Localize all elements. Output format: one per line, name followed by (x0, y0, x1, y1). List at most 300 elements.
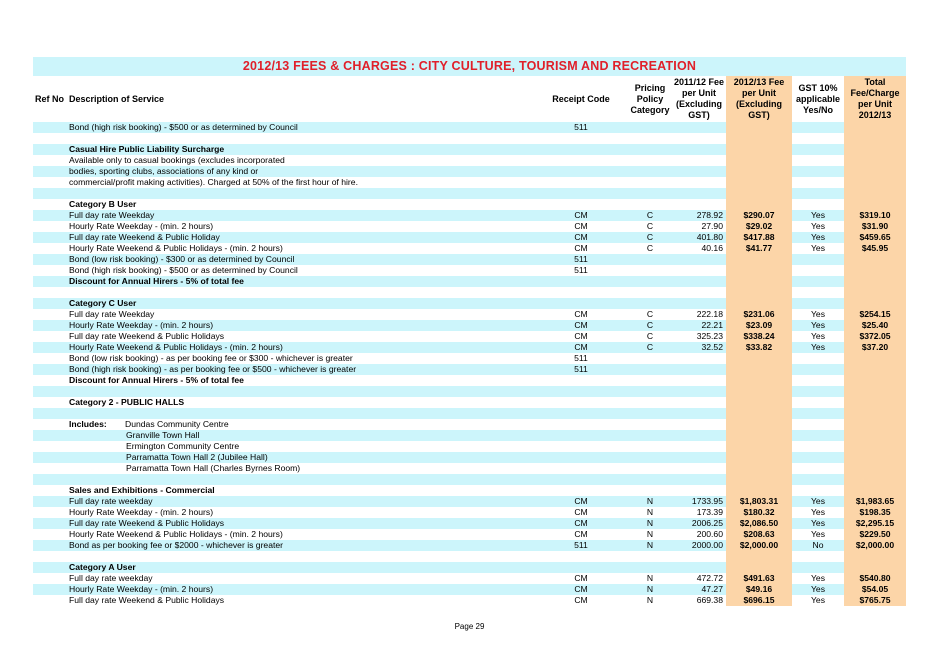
cell-total (844, 474, 906, 485)
cell-pricing-policy (628, 430, 672, 441)
cell-fee-2012-13 (726, 122, 792, 133)
cell-description: Category 2 - PUBLIC HALLS (69, 397, 185, 407)
cell-gst (792, 408, 844, 419)
cell-receipt-code: CM (534, 342, 628, 353)
header-description: Description of Service (69, 93, 165, 104)
cell-pricing-policy (628, 562, 672, 573)
cell-ref (33, 133, 67, 144)
cell-fee-2012-13: $2,086.50 (726, 518, 792, 529)
cell-ref (33, 441, 67, 452)
cell-fee-2012-13 (726, 397, 792, 408)
cell-total (844, 485, 906, 496)
cell-pricing-policy (628, 386, 672, 397)
cell-total: $319.10 (844, 210, 906, 221)
cell-fee-2011-12: 27.90 (701, 221, 723, 231)
cell-pricing-policy (628, 265, 672, 276)
cell-fee-2012-13 (726, 463, 792, 474)
cell-total (844, 386, 906, 397)
cell-description: commercial/profit making activities). Charged at 50% of the first hour of hire. (69, 177, 358, 187)
cell-pricing-policy (628, 408, 672, 419)
cell-fee-2012-13 (726, 177, 792, 188)
cell-ref (33, 386, 67, 397)
cell-pricing-policy (628, 452, 672, 463)
cell-fee-2011-12 (672, 474, 726, 485)
cell-receipt-code: 511 (534, 540, 628, 551)
cell-pricing-policy: N (646, 529, 654, 539)
cell-receipt-code: CM (574, 309, 588, 319)
cell-fee-2011-12: 47.27 (672, 584, 726, 595)
cell-receipt-code: CM (574, 243, 588, 253)
cell-total (844, 155, 906, 166)
cell-ref (33, 595, 67, 606)
cell-fee-2011-12: 325.23 (696, 331, 723, 341)
cell-description: Granville Town Hall (67, 430, 534, 441)
cell-fee-2011-12 (672, 199, 726, 210)
cell-fee-2012-13 (726, 287, 792, 298)
cell-fee-2011-12: 40.16 (701, 243, 723, 253)
cell-description: Parramatta Town Hall (Charles Byrnes Room) (126, 463, 301, 473)
cell-description: Bond as per booking fee or $2000 - whichever is greater (67, 540, 534, 551)
cell-fee-2011-12 (672, 452, 726, 463)
cell-fee-2011-12 (672, 375, 726, 386)
cell-pricing-policy (628, 254, 672, 265)
table-row (33, 463, 906, 474)
cell-ref (33, 419, 67, 430)
cell-receipt-code (534, 188, 628, 199)
cell-gst: Yes (810, 221, 826, 231)
cell-description (67, 419, 534, 430)
cell-pricing-policy (628, 474, 672, 485)
cell-pricing-policy: N (646, 595, 654, 605)
cell-pricing-policy: C (628, 210, 672, 221)
cell-pricing-policy (628, 276, 672, 287)
cell-fee-2012-13: $231.06 (726, 309, 792, 320)
cell-gst (792, 276, 844, 287)
cell-pricing-policy: C (628, 320, 672, 331)
cell-ref (33, 485, 67, 496)
cell-gst (792, 188, 844, 199)
table-row (33, 210, 906, 221)
cell-pricing-policy (628, 419, 672, 430)
cell-fee-2011-12 (672, 463, 726, 474)
cell-description (67, 188, 534, 199)
cell-fee-2012-13: $2,000.00 (726, 540, 792, 551)
cell-total (844, 276, 906, 287)
cell-description: Full day rate weekday (69, 573, 153, 583)
table-row (33, 452, 906, 463)
cell-gst (792, 551, 844, 562)
cell-total (844, 419, 906, 430)
cell-fee-2012-13: $33.82 (726, 342, 792, 353)
cell-fee-2011-12 (672, 298, 726, 309)
cell-ref (33, 287, 67, 298)
cell-description: Bond (low risk booking) - $300 or as determined by Council (67, 254, 534, 265)
cell-fee-2011-12 (672, 364, 726, 375)
header-pricing-policy: Pricing Policy Category (630, 82, 670, 115)
cell-description: Ermington Community Centre (126, 441, 240, 451)
cell-description (67, 408, 534, 419)
table-row (33, 144, 906, 155)
cell-total: $229.50 (844, 529, 906, 540)
cell-fee-2011-12 (672, 287, 726, 298)
table-row (33, 562, 906, 573)
cell-fee-2012-13 (726, 441, 792, 452)
cell-description: Bond (low risk booking) - as per booking fee or $300 - whichever is greater (69, 353, 353, 363)
cell-fee-2012-13 (726, 199, 792, 210)
cell-total (844, 177, 906, 188)
cell-fee-2012-13 (726, 276, 792, 287)
cell-receipt-code: CM (534, 232, 628, 243)
cell-fee-2011-12 (672, 562, 726, 573)
cell-description: Hourly Rate Weekday - (min. 2 hours) (69, 221, 214, 231)
cell-receipt-code (534, 375, 628, 386)
cell-total (844, 144, 906, 155)
table-row (33, 331, 906, 342)
cell-fee-2011-12: 669.38 (696, 595, 723, 605)
cell-fee-2011-12 (672, 430, 726, 441)
cell-gst (792, 254, 844, 265)
cell-description: Hourly Rate Weekday - (min. 2 hours) (67, 584, 534, 595)
cell-total: $45.95 (844, 243, 906, 254)
cell-pricing-policy (628, 177, 672, 188)
cell-description: Full day rate Weekend & Public Holidays (69, 595, 225, 605)
cell-total (844, 551, 906, 562)
cell-gst (792, 474, 844, 485)
cell-total: $31.90 (844, 221, 906, 232)
table-row (33, 375, 906, 386)
table-row (33, 408, 906, 419)
cell-description: Hourly Rate Weekday - (min. 2 hours) (67, 320, 534, 331)
cell-total (844, 199, 906, 210)
cell-pricing-policy (628, 441, 672, 452)
cell-description: Hourly Rate Weekend & Public Holidays - (min. 2 hours) (69, 529, 283, 539)
cell-ref (33, 309, 67, 320)
cell-gst (792, 463, 844, 474)
cell-total (844, 364, 906, 375)
cell-total: $540.80 (844, 573, 906, 584)
cell-fee-2012-13 (726, 144, 792, 155)
cell-total (844, 298, 906, 309)
cell-fee-2012-13 (726, 155, 792, 166)
table-row (33, 320, 906, 331)
cell-description: bodies, sporting clubs, associations of any kind or (67, 166, 534, 177)
table-row (33, 397, 906, 408)
cell-receipt-code: 511 (534, 364, 628, 375)
table-row (33, 276, 906, 287)
cell-ref (33, 320, 67, 331)
cell-receipt-code (534, 298, 628, 309)
table-row (33, 573, 906, 584)
cell-fee-2012-13: $338.24 (726, 331, 792, 342)
cell-ref (33, 551, 67, 562)
table-row (33, 584, 906, 595)
fee-sheet (33, 57, 906, 606)
cell-fee-2012-13 (726, 353, 792, 364)
cell-description: Category A User (67, 562, 534, 573)
cell-receipt-code (534, 155, 628, 166)
cell-receipt-code: CM (574, 595, 588, 605)
cell-ref (33, 397, 67, 408)
cell-fee-2012-13: $208.63 (726, 529, 792, 540)
table-row (33, 474, 906, 485)
cell-receipt-code (534, 177, 628, 188)
cell-description: Hourly Rate Weekend & Public Holidays - (min. 2 hours) (69, 243, 283, 253)
table-row (33, 199, 906, 210)
cell-description (67, 474, 534, 485)
cell-fee-2011-12 (672, 177, 726, 188)
cell-receipt-code (534, 287, 628, 298)
cell-pricing-policy (628, 397, 672, 408)
table-row (33, 166, 906, 177)
cell-pricing-policy (628, 353, 672, 364)
cell-total: $765.75 (844, 595, 906, 606)
cell-gst: Yes (792, 232, 844, 243)
cell-total (844, 441, 906, 452)
cell-pricing-policy: N (628, 518, 672, 529)
cell-description: Bond (high risk booking) - $500 or as determined by Council (69, 265, 298, 275)
cell-pricing-policy (628, 155, 672, 166)
cell-fee-2012-13 (726, 419, 792, 430)
cell-receipt-code (534, 551, 628, 562)
cell-fee-2012-13 (726, 474, 792, 485)
table-row (33, 529, 906, 540)
cell-pricing-policy: N (628, 540, 672, 551)
cell-fee-2012-13 (726, 551, 792, 562)
table-row (33, 419, 906, 430)
cell-fee-2012-13 (726, 452, 792, 463)
table-row (33, 133, 906, 144)
cell-pricing-policy: N (628, 584, 672, 595)
cell-gst (792, 452, 844, 463)
cell-fee-2012-13 (726, 298, 792, 309)
cell-description: Discount for Annual Hirers - 5% of total fee (69, 375, 244, 385)
table-row (33, 353, 906, 364)
cell-receipt-code (534, 485, 628, 496)
cell-description (67, 287, 534, 298)
cell-receipt-code (534, 562, 628, 573)
table-row (33, 155, 906, 166)
fees-table (33, 76, 906, 606)
cell-receipt-code: CM (574, 221, 588, 231)
cell-gst: Yes (810, 529, 826, 539)
cell-ref (33, 210, 67, 221)
cell-receipt-code: CM (534, 320, 628, 331)
cell-fee-2011-12: 2006.25 (672, 518, 726, 529)
cell-ref (33, 474, 67, 485)
cell-total: $459.65 (844, 232, 906, 243)
table-row (33, 551, 906, 562)
cell-pricing-policy (628, 287, 672, 298)
cell-ref (33, 342, 67, 353)
cell-gst (792, 166, 844, 177)
hall-name: Dundas Community Centre (125, 419, 229, 429)
cell-description: Bond (high risk booking) - $500 or as determined by Council (67, 122, 534, 133)
cell-receipt-code: CM (574, 507, 588, 517)
cell-fee-2011-12: 401.80 (672, 232, 726, 243)
cell-pricing-policy (628, 375, 672, 386)
table-row (33, 287, 906, 298)
table-row (33, 540, 906, 551)
cell-ref (33, 166, 67, 177)
table-row (33, 595, 906, 606)
cell-ref (33, 364, 67, 375)
cell-fee-2012-13: $41.77 (726, 243, 792, 254)
cell-gst (792, 265, 844, 276)
table-row (33, 496, 906, 507)
cell-fee-2011-12: 278.92 (672, 210, 726, 221)
page-number: Page 29 (454, 622, 485, 631)
cell-gst (792, 177, 844, 188)
cell-fee-2011-12 (672, 166, 726, 177)
cell-receipt-code (534, 408, 628, 419)
cell-gst: Yes (810, 507, 826, 517)
cell-receipt-code: CM (534, 518, 628, 529)
table-row (33, 485, 906, 496)
cell-fee-2012-13: $491.63 (726, 573, 792, 584)
cell-total (844, 452, 906, 463)
cell-fee-2011-12 (672, 419, 726, 430)
table-row (33, 309, 906, 320)
cell-gst (792, 353, 844, 364)
cell-gst (792, 562, 844, 573)
cell-fee-2012-13 (726, 364, 792, 375)
cell-gst (792, 441, 844, 452)
cell-receipt-code (534, 144, 628, 155)
table-row (33, 386, 906, 397)
cell-gst (792, 122, 844, 133)
includes-label: Includes: (69, 419, 107, 429)
cell-total (844, 408, 906, 419)
header-gst: GST 10% applicable Yes/No (795, 82, 840, 115)
cell-ref (33, 243, 67, 254)
cell-description: Available only to casual bookings (excludes incorporated (69, 155, 285, 165)
cell-fee-2012-13 (726, 265, 792, 276)
cell-pricing-policy: C (646, 221, 654, 231)
cell-gst: Yes (792, 584, 844, 595)
cell-pricing-policy (628, 364, 672, 375)
cell-ref (33, 331, 67, 342)
cell-fee-2012-13 (726, 562, 792, 573)
cell-total (844, 562, 906, 573)
cell-gst: Yes (810, 331, 826, 341)
table-body (33, 122, 906, 606)
cell-pricing-policy: C (646, 243, 654, 253)
cell-fee-2011-12: 200.60 (696, 529, 723, 539)
cell-pricing-policy: C (628, 342, 672, 353)
cell-ref (33, 375, 67, 386)
cell-fee-2011-12 (672, 353, 726, 364)
cell-fee-2011-12: 1733.95 (672, 496, 726, 507)
cell-gst (792, 155, 844, 166)
cell-total: $254.15 (844, 309, 906, 320)
cell-ref (33, 199, 67, 210)
cell-total (844, 375, 906, 386)
cell-receipt-code (534, 397, 628, 408)
cell-fee-2012-13: $290.07 (726, 210, 792, 221)
cell-total (844, 122, 906, 133)
cell-pricing-policy: N (646, 573, 654, 583)
cell-receipt-code: CM (574, 573, 588, 583)
cell-gst (792, 419, 844, 430)
cell-gst: Yes (792, 320, 844, 331)
cell-description: Full day rate weekday (67, 496, 534, 507)
cell-total (844, 287, 906, 298)
cell-fee-2012-13: $29.02 (726, 221, 792, 232)
cell-fee-2012-13 (726, 375, 792, 386)
cell-ref (33, 573, 67, 584)
cell-total (844, 397, 906, 408)
cell-ref (33, 221, 67, 232)
cell-total (844, 353, 906, 364)
cell-pricing-policy (628, 133, 672, 144)
cell-pricing-policy (628, 122, 672, 133)
cell-description: Hourly Rate Weekend & Public Holidays - (min. 2 hours) (67, 342, 534, 353)
cell-description (67, 551, 534, 562)
cell-fee-2012-13 (726, 188, 792, 199)
cell-description: Full day rate Weekend & Public Holidays (69, 331, 225, 341)
cell-gst: No (792, 540, 844, 551)
cell-ref (33, 232, 67, 243)
cell-fee-2012-13 (726, 485, 792, 496)
cell-fee-2011-12 (672, 155, 726, 166)
cell-gst (792, 485, 844, 496)
table-header-row (33, 76, 906, 122)
cell-description: Category B User (69, 199, 137, 209)
cell-ref (33, 430, 67, 441)
cell-gst: Yes (810, 573, 826, 583)
cell-ref (33, 265, 67, 276)
cell-ref (33, 463, 67, 474)
header-total: Total Fee/Charge per Unit 2012/13 (844, 76, 906, 122)
cell-ref (33, 353, 67, 364)
cell-total: $372.05 (844, 331, 906, 342)
cell-fee-2012-13 (726, 133, 792, 144)
cell-receipt-code: CM (534, 584, 628, 595)
cell-pricing-policy: N (646, 507, 654, 517)
cell-gst (792, 298, 844, 309)
header-receipt-code: Receipt Code (552, 93, 610, 104)
cell-pricing-policy (628, 485, 672, 496)
cell-total (844, 254, 906, 265)
cell-fee-2012-13 (726, 254, 792, 265)
cell-fee-2011-12 (672, 144, 726, 155)
table-row (33, 265, 906, 276)
cell-description: Full day rate Weekend & Public Holiday (67, 232, 534, 243)
cell-ref (33, 177, 67, 188)
cell-ref (33, 507, 67, 518)
cell-gst: Yes (792, 342, 844, 353)
cell-fee-2011-12 (672, 122, 726, 133)
cell-receipt-code: 511 (574, 353, 588, 363)
cell-ref (33, 254, 67, 265)
cell-fee-2011-12 (672, 188, 726, 199)
cell-fee-2011-12 (672, 397, 726, 408)
cell-total (844, 463, 906, 474)
cell-description: Hourly Rate Weekday - (min. 2 hours) (69, 507, 214, 517)
cell-fee-2011-12: 472.72 (696, 573, 723, 583)
cell-ref (33, 298, 67, 309)
cell-ref (33, 540, 67, 551)
cell-ref (33, 155, 67, 166)
cell-pricing-policy: C (628, 232, 672, 243)
cell-receipt-code: 511 (534, 254, 628, 265)
table-row (33, 122, 906, 133)
table-row (33, 221, 906, 232)
cell-total (844, 265, 906, 276)
cell-pricing-policy (628, 463, 672, 474)
cell-description: Bond (high risk booking) - as per booking fee or $500 - whichever is greater (67, 364, 534, 375)
cell-fee-2012-13 (726, 166, 792, 177)
